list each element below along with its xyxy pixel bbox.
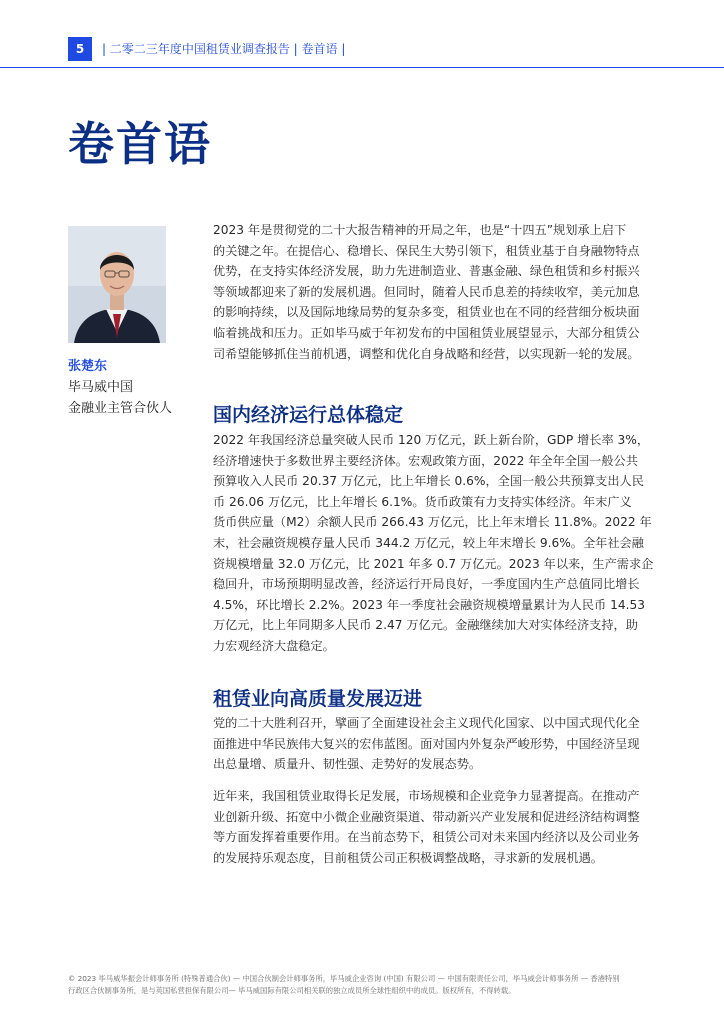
text-line: 经济增速快于多数世界主要经济体。宏观政策方面，2022 年全年全国一般公共 bbox=[213, 453, 638, 468]
text-line: 稳回升，市场预期明显改善，经济运行开局良好，一季度国内生产总值同比增长 bbox=[213, 577, 640, 592]
text-line: 币 26.06 万亿元，比上年增长 6.1%。货币政策有力支持实体经济。年末广义 bbox=[213, 494, 632, 509]
text-line: 预算收入人民币 20.37 万亿元，比上年增长 0.6%，全国一般公共预算支出人民 bbox=[213, 474, 644, 489]
text-line: 等方面发挥着重要作用。在当前态势下，租赁公司对未来国内经济以及公司业务 bbox=[213, 830, 640, 845]
text-line: 4.5%，环比增长 2.2%。2023 年一季度社会融资规模增量累计为人民币 14.53 bbox=[213, 597, 645, 612]
section-economy-body bbox=[213, 430, 661, 657]
footer-line: 行政区合伙制事务所，是与英国私营担保有限公司— 毕马威国际有限公司相关联的独立成员所全球性组织中的成员。版权所有，不得转载。 bbox=[68, 986, 516, 995]
text-line: 临着挑战和压力。正如毕马威于年初发布的中国租赁业展望显示，大部分租赁公 bbox=[213, 325, 640, 340]
person-title: 金融业主管合伙人 bbox=[68, 401, 173, 416]
section-leasing-para1 bbox=[213, 713, 661, 775]
text-line: 资规模增量 32.0 万亿元，比 2021 年多 0.7 万亿元。2023 年以来，生产需求企 bbox=[213, 556, 654, 571]
text-line: 的发展持乐观态度，目前租赁公司正积极调整战略，寻求新的发展机遇。 bbox=[213, 850, 603, 865]
text-line: 的关键之年。在提信心、稳增长、保民生大势引领下，租赁业基于自身融物特点 bbox=[213, 243, 640, 258]
text-line: 出总量增、质量升、韧性强、走势好的发展态势。 bbox=[213, 757, 482, 772]
text-line: 业创新升级、拓宽中小微企业融资渠道、带动新兴产业发展和促进经济结构调整 bbox=[213, 809, 640, 824]
text-line: 2022 年我国经济总量突破人民币 120 万亿元，跃上新台阶，GDP 增长率 3%， bbox=[213, 433, 650, 447]
header-divider bbox=[0, 67, 724, 68]
text-line: 党的二十大胜利召开，擘画了全面建设社会主义现代化国家、以中国式现代化全 bbox=[213, 716, 640, 730]
text-line: 2023 年是贯彻党的二十大报告精神的开局之年，也是“十四五”规划承上启下 bbox=[213, 223, 627, 237]
text-line: 面推进中华民族伟大复兴的宏伟蓝图。面对国内外复杂严峻形势，中国经济呈现 bbox=[213, 736, 640, 751]
text-line: 司希望能够抓住当前机遇，调整和优化自身战略和经营，以实现新一轮的发展。 bbox=[213, 346, 640, 361]
page-number-badge: 5 bbox=[68, 37, 92, 61]
copyright-footer bbox=[68, 973, 668, 997]
text-line: 万亿元，比上年同期多人民币 2.47 万亿元。金融继续加大对实体经济支持，助 bbox=[213, 618, 638, 633]
person-company: 毕马威中国 bbox=[68, 380, 134, 395]
text-line: 货币供应量（M2）余额人民币 266.43 万亿元，比上年末增长 11.8%。2022 年 bbox=[213, 515, 652, 530]
text-line: 近年来，我国租赁业取得长足发展，市场规模和企业竞争力显著提高。在推动产 bbox=[213, 789, 640, 803]
section-heading-economy: 国内经济运行总体稳定 bbox=[213, 404, 404, 426]
text-line: 等领域都迎来了新的发展机遇。但同时，随着人民币息差的持续收窄，美元加息 bbox=[213, 284, 640, 299]
text-line: 末，社会融资规模存量人民币 344.2 万亿元，较上年末增长 9.6%。全年社会融 bbox=[213, 535, 644, 550]
text-line: 优势，在支持实体经济发展，助力先进制造业、普惠金融、绿色租赁和乡村振兴 bbox=[213, 264, 640, 279]
running-header-title: | 二零二三年度中国租赁业调查报告 | 卷首语 | bbox=[102, 42, 346, 56]
footer-line: © 2023 毕马威华振会计师事务所 (特殊普通合伙) — 中国合伙制会计师事务所，毕马威企业咨询 (中国) 有限公司 — 中国有限责任公司，毕马威会计师事务所 — 香港特别 bbox=[68, 974, 620, 983]
portrait-photo bbox=[68, 226, 166, 343]
intro-paragraph bbox=[213, 220, 661, 364]
text-line: 力宏观经济大盘稳定。 bbox=[213, 638, 335, 653]
page-title: 卷首语 bbox=[68, 117, 212, 171]
person-name: 张楚东 bbox=[68, 359, 108, 374]
page-header bbox=[0, 0, 724, 68]
section-heading-leasing: 租赁业向高质量发展迈进 bbox=[213, 688, 423, 710]
section-leasing-para2 bbox=[213, 786, 661, 868]
text-line: 的影响持续，以及国际地缘局势的复杂多变，租赁业也在不同的经营细分板块面 bbox=[213, 305, 640, 320]
